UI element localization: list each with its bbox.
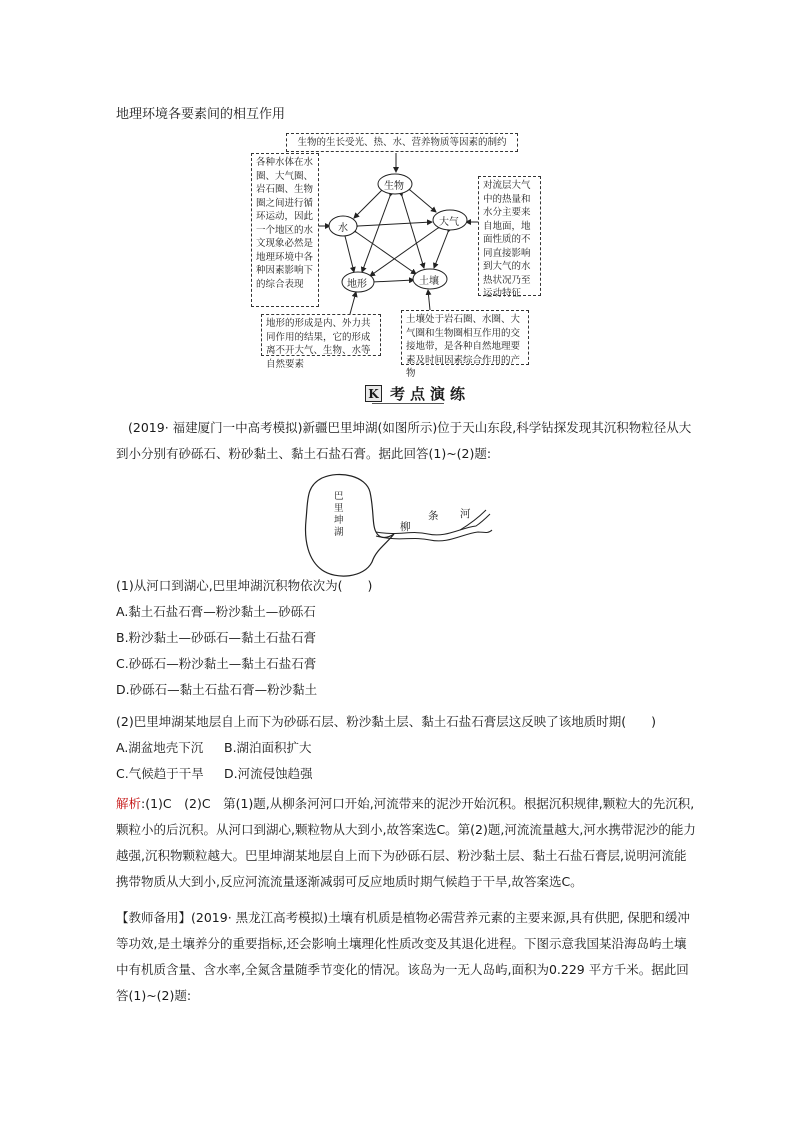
q1-option-a: A.黏土石盐石膏—粉沙黏土—砂砾石 <box>116 604 316 619</box>
analysis-text: :(1)C (2)C 第(1)题,从柳条河河口开始,河流带来的泥沙开始沉积。根据沉积规律,颗粒大的先沉积,颗粒小的后沉积。从河口到湖心,颗粒物从大到小,故答案选C。第(2)题,河流流量越大,河水携带泥沙的能力越强,沉积物颗粒越大。巴里坤湖某地层自上而下为砂砾石层、粉沙黏土层、黏土石盐石膏层,说明河流能携带物质从大到小,反应河流流量逐渐减弱可反应地质时期气候趋于干旱,故答案选C。 <box>116 796 696 889</box>
diagram-arrows <box>0 0 794 400</box>
node-air: 大气 <box>439 217 459 228</box>
diagram-bottom-right-note: 土壤处于岩石圈、水圈、大气圈和生物圈相互作用的交接地带，是各种自然地理要素及时间因素综合作用的产物 <box>401 310 529 365</box>
lake-label: 巴里坤湖 <box>334 491 344 538</box>
diagram-bottom-left-note: 地形的形成是内、外力共同作用的结果，它的形成离不开大气、生物、水等自然要素 <box>261 314 381 356</box>
river-label-2: 条 <box>428 510 439 522</box>
q1-option-b: B.粉沙黏土—砂砾石—黏土石盐石膏 <box>116 630 317 645</box>
q2-option-c: C.气候趋于干旱 <box>116 766 204 781</box>
kaodian-underline <box>372 403 444 404</box>
q1-option-c: C.砂砾石—粉沙黏土—黏土石盐石膏 <box>116 656 317 671</box>
river-label-3: 河 <box>460 508 471 520</box>
analysis <box>116 791 696 895</box>
analysis-label: 解析 <box>116 796 142 811</box>
kaodian-header <box>365 383 470 404</box>
q1-stem: (1)从河口到湖心,巴里坤湖沉积物依次为( ) <box>116 578 373 593</box>
node-landform: 地形 <box>347 279 367 290</box>
river-label-1: 柳 <box>400 521 411 533</box>
node-bio: 生物 <box>384 181 404 192</box>
q1-option-d: D.砂砾石—黏土石盐石膏—粉沙黏土 <box>116 682 318 697</box>
node-soil: 土壤 <box>419 276 439 287</box>
node-water: 水 <box>338 223 348 234</box>
q2-option-d: D.河流侵蚀趋强 <box>224 766 313 781</box>
diagram-top-note: 生物的生长受光、热、水、营养物质等因素的制约 <box>286 133 518 152</box>
section-heading: 地理环境各要素间的相互作用 <box>116 107 286 122</box>
q2-option-a: A.湖盆地壳下沉 <box>116 740 204 755</box>
question-intro: (2019· 福建厦门一中高考模拟)新疆巴里坤湖(如图所示)位于天山东段,科学钻探发现其沉积物粒径从大到小分别有砂砾石、粉砂黏土、黏土石盐石膏。据此回答(1)~(2)题: <box>116 420 692 461</box>
k-icon: K <box>365 385 382 402</box>
q2-stem: (2)巴里坤湖某地层自上而下为砂砾石层、粉沙黏土层、黏土石盐石膏层这反映了该地质时期( ) <box>116 714 656 729</box>
diagram-right-note: 对流层大气中的热量和水分主要来自地面，地面性质的不同直接影响到大气的水热状况乃至运动特征 <box>478 176 541 296</box>
diagram-left-note: 各种水体在水圈、大气圈、岩石圈、生物圈之间进行循环运动，因此一个地区的水文现象必然是地理环境中各种因素影响下的综合表现 <box>251 153 319 307</box>
teacher-note: 【教师备用】(2019· 黑龙江高考模拟)土壤有机质是植物必需营养元素的主要来源,具有供肥, 保肥和缓冲等功效,是土壤养分的重要指标,还会影响土壤理化性质改变及其退化进程。下图示意我国某沿海岛屿土壤中有机质含量、含水率,全氮含量随季节变化的情况。该岛为一无人岛屿,面积为0.229 平方千米。据此回答(1)~(2)题: <box>116 910 690 1003</box>
kaodian-title: 考点演练 <box>390 385 471 403</box>
q2-option-b: B.湖泊面积扩大 <box>224 740 312 755</box>
